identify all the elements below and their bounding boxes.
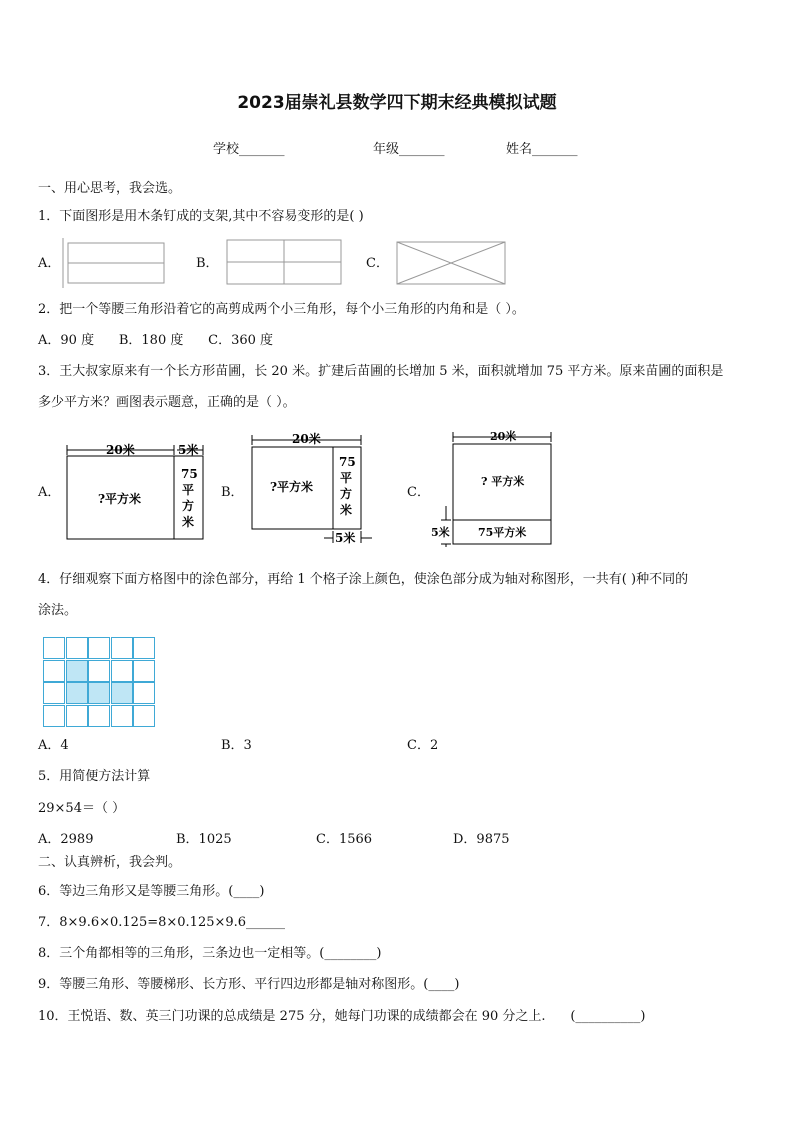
grid-cell [66, 682, 88, 704]
grid-cell [66, 660, 88, 682]
q1-figure-b [225, 238, 345, 288]
q3a-len20: 20米 [106, 443, 135, 457]
q1-option-b: B． [196, 256, 219, 271]
q9-text: 9．等腰三角形、等腰梯形、长方形、平行四边形都是轴对称图形。(____) [38, 977, 460, 992]
q3-option-c: C． [407, 485, 430, 500]
grade-field: 年级_______ [373, 142, 445, 157]
section2-heading: 二、认真辨析，我会判。 [38, 855, 182, 870]
grid-cell [88, 705, 110, 727]
grid-cell [43, 637, 65, 659]
school-field: 学校_______ [213, 142, 285, 157]
q1-figure-a [60, 236, 170, 290]
q3-line2: 多少平方米？画图表示题意，正确的是（ ）。 [38, 395, 296, 410]
grid-cell [133, 660, 155, 682]
q3-figure-c [428, 428, 556, 548]
grid-cell [88, 660, 110, 682]
q3b-len5: 5米 [335, 531, 356, 545]
q5-expr: 29×54＝（ ） [38, 801, 126, 816]
q3c-area: ? 平方米 [481, 475, 525, 488]
q3-option-b: B． [221, 485, 244, 500]
section1-heading: 一、用心思考，我会选。 [38, 181, 182, 196]
grid-cell [66, 637, 88, 659]
page-title: 2023届崇礼县数学四下期末经典模拟试题 [237, 93, 557, 113]
q4-line1: 4．仔细观察下面方格图中的涂色部分，再给 1 个格子涂上颜色，使涂色部分成为轴对称图形，一共有( )种不同的 [38, 572, 689, 587]
q3-line1: 3．王大叔家原来有一个长方形苗圃，长 20 米。扩建后苗圃的长增加 5 米，面积就增加 75 平方米。原来苗圃的面积是 [38, 364, 724, 379]
q3-option-a: A． [38, 485, 61, 500]
q3-figure-a [60, 436, 210, 544]
q1-figure-c [394, 239, 508, 287]
q3b-len20: 20米 [292, 432, 321, 446]
grid-cell [111, 637, 133, 659]
grid-cell [88, 637, 110, 659]
q5-text: 5．用简便方法计算 [38, 769, 151, 784]
q5-option-c: C．1566 [316, 832, 373, 847]
q2-options: A．90 度 B．180 度 C．360 度 [38, 333, 274, 348]
q10-text: 10．王悦语、数、英三门功课的总成绩是 275 分，她每门功课的成绩都会在 90 分之上. (__________) [38, 1009, 646, 1024]
q8-text: 8．三个角都相等的三角形，三条边也一定相等。(________) [38, 946, 382, 961]
q6-text: 6．等边三角形又是等腰三角形。(____) [38, 884, 265, 899]
q3b-vmi: 米 [340, 503, 353, 517]
grid-cell [111, 705, 133, 727]
grid-cell [43, 682, 65, 704]
q3b-v75: 75 [339, 455, 356, 469]
q1-option-c: C． [366, 256, 389, 271]
q5-option-d: D．9875 [453, 832, 510, 847]
q3b-vping: 平 [340, 471, 353, 485]
q3c-len5: 5米 [431, 526, 450, 539]
q3b-area: ?平方米 [270, 480, 314, 494]
q1-option-a: A． [38, 256, 61, 271]
q4-option-a: A．4 [38, 738, 69, 753]
q2-text: 2．把一个等腰三角形沿着它的高剪成两个小三角形，每个小三角形的内角和是（ ）。 [38, 302, 525, 317]
grid-cell [43, 705, 65, 727]
q3a-vmi: 米 [182, 515, 195, 529]
q3a-area: ?平方米 [98, 492, 142, 506]
q4-option-b: B．3 [221, 738, 252, 753]
q3c-len20: 20米 [490, 430, 517, 443]
q7-text: 7．8×9.6×0.125=8×0.125×9.6______ [38, 915, 286, 930]
q3a-len5: 5米 [178, 443, 199, 457]
q4-option-c: C．2 [407, 738, 439, 753]
grid-cell [133, 682, 155, 704]
q3a-vfang: 方 [182, 499, 195, 513]
grid-cell [133, 637, 155, 659]
q5-option-a: A．2989 [38, 832, 94, 847]
q4-grid [43, 637, 156, 727]
q3-figure-b [246, 430, 376, 546]
grid-cell [111, 660, 133, 682]
grid-cell [43, 660, 65, 682]
q3c-area75: 75平方米 [478, 526, 527, 539]
grid-cell [111, 682, 133, 704]
grid-cell [88, 682, 110, 704]
name-field: 姓名_______ [506, 142, 578, 157]
grid-cell [133, 705, 155, 727]
q1-text: 1．下面图形是用木条钉成的支架,其中不容易变形的是( ) [38, 209, 364, 224]
q3a-vping: 平 [182, 483, 195, 497]
grid-cell [66, 705, 88, 727]
q5-option-b: B．1025 [176, 832, 232, 847]
q3a-v75: 75 [181, 467, 198, 481]
q3b-vfang: 方 [340, 487, 353, 501]
q4-line2: 涂法。 [38, 603, 78, 618]
